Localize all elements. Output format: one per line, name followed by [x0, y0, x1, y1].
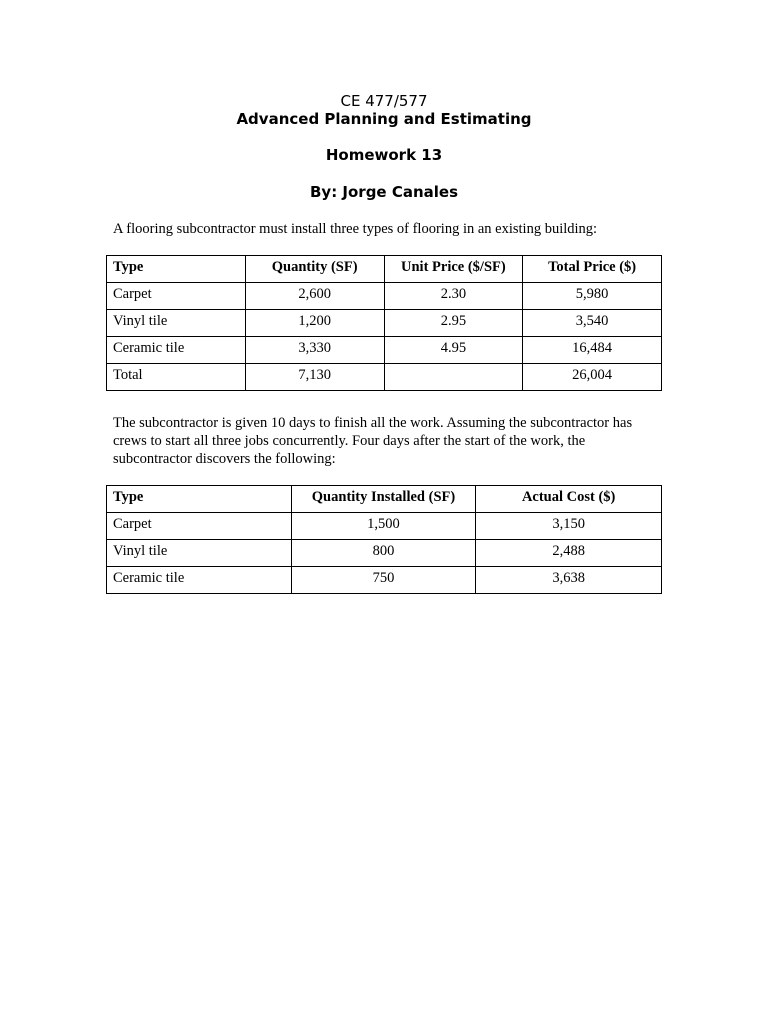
table-cell: 1,200: [245, 310, 384, 337]
table-row: [107, 567, 662, 594]
table-cell: 26,004: [523, 364, 662, 391]
table-cell: 4.95: [384, 337, 523, 364]
table-cell: 800: [291, 540, 476, 567]
table-header-row: [107, 256, 662, 283]
table-cell: 750: [291, 567, 476, 594]
table-cell: Carpet: [107, 283, 246, 310]
course-number: CE 477/577: [340, 92, 428, 110]
column-header: Unit Price ($/SF): [384, 256, 523, 283]
table-row: [107, 540, 662, 567]
table-cell: [384, 364, 523, 391]
table-cell: 3,150: [476, 513, 662, 540]
course-title: Advanced Planning and Estimating: [236, 110, 532, 128]
column-header: Actual Cost ($): [476, 486, 662, 513]
table-cell: 2.95: [384, 310, 523, 337]
table-row: [107, 337, 662, 364]
flooring-price-table: [106, 255, 662, 391]
table-cell: 3,330: [245, 337, 384, 364]
table-cell: 2,488: [476, 540, 662, 567]
table-cell: Total: [107, 364, 246, 391]
table-cell: Ceramic tile: [107, 337, 246, 364]
table-cell: Carpet: [107, 513, 292, 540]
table-row: [107, 310, 662, 337]
table-cell: 7,130: [245, 364, 384, 391]
intro-paragraph: A flooring subcontractor must install three types of flooring in an existing building:: [113, 221, 598, 237]
progress-paragraph: The subcontractor is given 10 days to finish all the work. Assuming the subcontractor has crews to start all three jobs concurrently. Four days after the start of the work, the subcontractor discovers the following:: [113, 415, 633, 467]
table-cell: 16,484: [523, 337, 662, 364]
table-cell: 2,600: [245, 283, 384, 310]
table-cell: Ceramic tile: [107, 567, 292, 594]
table-cell: 2.30: [384, 283, 523, 310]
column-header: Type: [107, 256, 246, 283]
table-row: [107, 283, 662, 310]
table-cell: Vinyl tile: [107, 310, 246, 337]
table-cell: 3,540: [523, 310, 662, 337]
column-header: Type: [107, 486, 292, 513]
homework-title: Homework 13: [325, 146, 443, 164]
table-cell: 5,980: [523, 283, 662, 310]
installed-cost-table: [106, 485, 662, 594]
author-line: By: Jorge Canales: [309, 183, 459, 201]
column-header: Quantity (SF): [245, 256, 384, 283]
table-total-row: [107, 364, 662, 391]
table-header-row: [107, 486, 662, 513]
table-row: [107, 513, 662, 540]
table-cell: 1,500: [291, 513, 476, 540]
column-header: Quantity Installed (SF): [291, 486, 476, 513]
table-cell: Vinyl tile: [107, 540, 292, 567]
table-cell: 3,638: [476, 567, 662, 594]
column-header: Total Price ($): [523, 256, 662, 283]
